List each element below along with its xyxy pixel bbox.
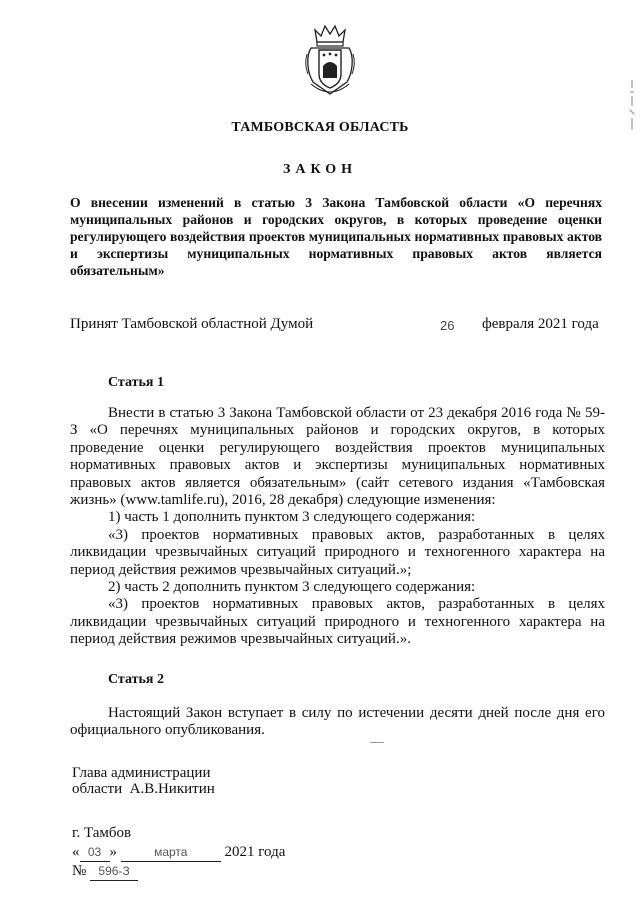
scan-edge-mark bbox=[628, 80, 636, 135]
date-close-quote: » bbox=[109, 844, 117, 860]
signatory-title: Глава администрации bbox=[72, 765, 211, 781]
signing-date bbox=[72, 844, 285, 862]
number-value: 596-З bbox=[98, 864, 130, 878]
date-open-quote: « bbox=[72, 844, 80, 860]
adopted-month-year: февраля 2021 года bbox=[482, 316, 599, 332]
article-1-paragraph: «3) проектов нормативных правовых актов, разработанных в целях ликвидации чрезвычайных ситуаций природного и техногенного характера на период действия режимов чрезвычайных ситуаций.»; bbox=[70, 526, 605, 578]
article-1-body bbox=[70, 405, 605, 649]
law-heading: О внесении изменений в статью 3 Закона Тамбовской области «О перечнях муниципальных районов и городских округов, в которых проведение оценки регулирующего воздействия проектов муниципальных нормативных правовых актов и экспертизы муниципальных нормативных правовых актов является обязательным» bbox=[70, 195, 602, 278]
date-year: 2021 года bbox=[224, 844, 286, 860]
date-month: марта bbox=[154, 845, 188, 859]
date-day: 03 bbox=[87, 845, 102, 859]
adopted-label: Принят Тамбовской областной Думой bbox=[70, 316, 314, 332]
article-2-title: Статья 2 bbox=[108, 672, 164, 687]
signatory-name: области А.В.Никитин bbox=[72, 781, 215, 797]
article-1-title: Статья 1 bbox=[108, 375, 164, 390]
adopted-day: 26 bbox=[440, 318, 455, 333]
pen-mark bbox=[370, 742, 384, 743]
article-2-body bbox=[70, 705, 605, 740]
coat-of-arms-icon bbox=[303, 24, 357, 98]
article-1-paragraph: 1) часть 1 дополнить пунктом 3 следующего содержания: bbox=[108, 509, 476, 526]
article-1-paragraph: Внести в статью 3 Закона Тамбовской области от 23 декабря 2016 года № 59-З «О перечнях муниципальных районов и городских округов, в которых проведение оценки регулирующего воздействия проектов муниципальных нормативных правовых актов и экспертизы муниципальных нормативных правовых актов является обязательным» (сайт сетевого издания «Тамбовская жизнь» (www.tamlife.ru), 2016, 28 декабря) следующие изменения: bbox=[70, 405, 605, 509]
city: г. Тамбов bbox=[72, 825, 132, 841]
number-label: № bbox=[72, 863, 87, 879]
document-type: ЗАКОН bbox=[282, 162, 358, 177]
article-2-paragraph: Настоящий Закон вступает в силу по истечении десяти дней после дня его официального опубликования. bbox=[70, 705, 605, 739]
law-number bbox=[72, 863, 138, 881]
article-1-paragraph: «3) проектов нормативных правовых актов, разработанных в целях ликвидации чрезвычайных ситуаций природного и техногенного характера на период действия режимов чрезвычайных ситуаций.». bbox=[70, 596, 605, 648]
region-title: ТАМБОВСКАЯ ОБЛАСТЬ bbox=[231, 120, 409, 135]
article-1-paragraph: 2) часть 2 дополнить пунктом 3 следующего содержания: bbox=[108, 579, 476, 596]
signature-block bbox=[72, 765, 215, 797]
